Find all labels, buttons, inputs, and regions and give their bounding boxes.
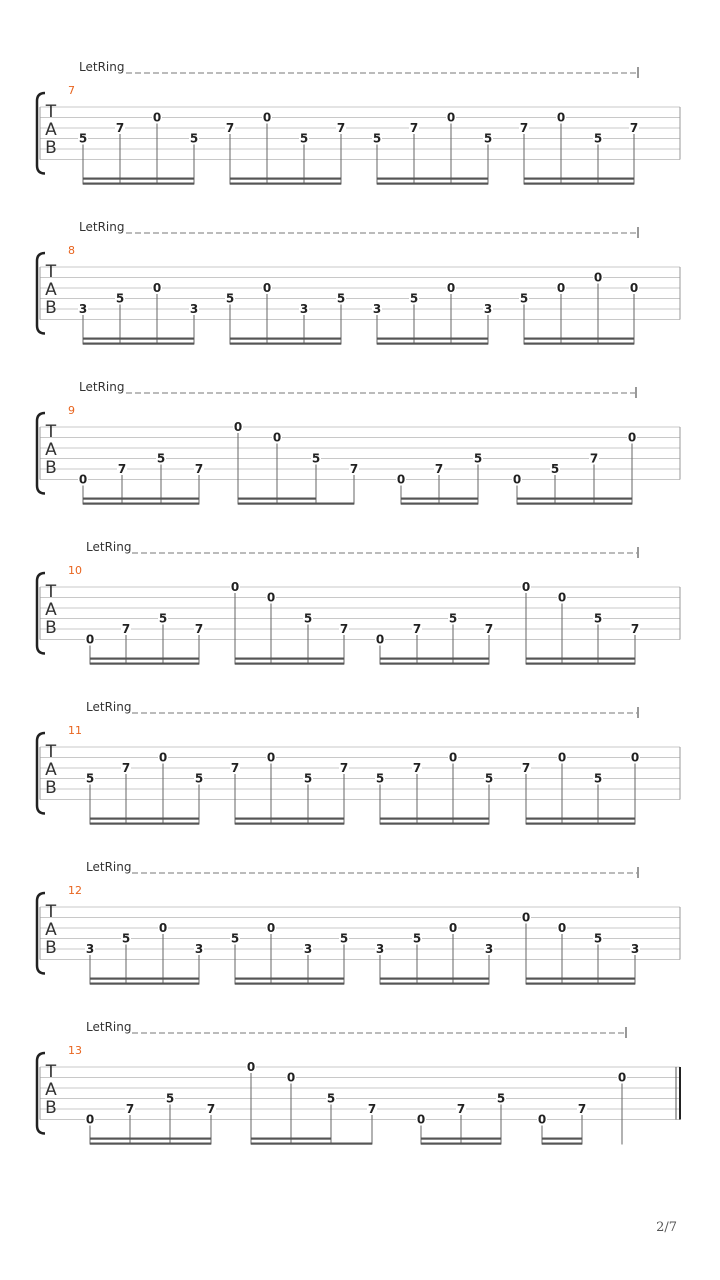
let-ring-label: LetRing bbox=[86, 700, 132, 714]
fret-number: 5 bbox=[189, 131, 199, 146]
fret-number: 7 bbox=[577, 1102, 587, 1116]
fret-number: 0 bbox=[630, 750, 640, 765]
beam-upper bbox=[524, 178, 634, 180]
fret-number: 0 bbox=[262, 281, 272, 295]
fret-number: 7 bbox=[225, 121, 235, 135]
fret-number: 3 bbox=[303, 942, 313, 956]
beam-lower bbox=[526, 823, 635, 825]
let-ring-label: LetRing bbox=[79, 220, 125, 234]
fret-number: 5 bbox=[78, 131, 88, 146]
fret-number: 3 bbox=[375, 942, 385, 956]
beam-lower bbox=[542, 1143, 582, 1145]
fret-number: 0 bbox=[152, 110, 162, 125]
tab-letter: B bbox=[45, 1098, 57, 1118]
fret-number: 7 bbox=[589, 451, 599, 466]
beam-upper bbox=[380, 658, 489, 660]
tab-letter: B bbox=[45, 778, 57, 798]
fret-number: 5 bbox=[336, 291, 346, 306]
beam-lower bbox=[90, 983, 199, 985]
fret-number: 3 bbox=[194, 942, 204, 956]
fret-number: 0 bbox=[557, 921, 567, 935]
fret-number: 0 bbox=[286, 1070, 296, 1085]
system-bracket bbox=[37, 413, 45, 494]
tab-letter: A bbox=[45, 600, 57, 620]
measure-number: 11 bbox=[68, 724, 82, 737]
fret-number: 7 bbox=[409, 121, 419, 135]
tab-letter: T bbox=[45, 102, 57, 122]
fret-number: 0 bbox=[85, 1112, 95, 1127]
fret-number: 0 bbox=[396, 472, 406, 487]
tab-letter: T bbox=[45, 902, 57, 922]
fret-number: 3 bbox=[484, 942, 494, 956]
tab-letter: A bbox=[45, 1080, 57, 1100]
fret-number: 7 bbox=[412, 761, 422, 775]
fret-number: 0 bbox=[158, 921, 168, 935]
beam-upper bbox=[526, 818, 635, 820]
system-bracket bbox=[37, 893, 45, 974]
measure-number: 13 bbox=[68, 1044, 82, 1057]
beam-upper bbox=[83, 178, 194, 180]
let-ring-label: LetRing bbox=[79, 380, 125, 394]
fret-number: 5 bbox=[299, 131, 309, 146]
beam-single bbox=[316, 503, 354, 505]
tab-letter: B bbox=[45, 298, 57, 318]
fret-number: 5 bbox=[326, 1091, 336, 1106]
tab-letter: T bbox=[45, 422, 57, 442]
fret-number: 3 bbox=[85, 942, 95, 956]
fret-number: 7 bbox=[194, 622, 204, 636]
fret-number: 0 bbox=[416, 1112, 426, 1127]
fret-number: 3 bbox=[189, 302, 199, 316]
beam-lower bbox=[526, 983, 635, 985]
system-bracket bbox=[37, 253, 45, 334]
beam-lower bbox=[230, 183, 341, 185]
beam-upper bbox=[517, 498, 632, 500]
beam-lower bbox=[235, 823, 344, 825]
fret-number: 0 bbox=[557, 750, 567, 765]
fret-number: 0 bbox=[446, 281, 456, 295]
beam-lower bbox=[524, 343, 634, 345]
fret-number: 0 bbox=[557, 590, 567, 605]
fret-number: 7 bbox=[434, 462, 444, 476]
fret-number: 0 bbox=[448, 750, 458, 765]
tab-letter: T bbox=[45, 262, 57, 282]
tab-letter: A bbox=[45, 280, 57, 300]
tab-letter: B bbox=[45, 458, 57, 478]
fret-number: 7 bbox=[456, 1102, 466, 1116]
beam-upper bbox=[526, 658, 635, 660]
beam-lower bbox=[90, 663, 199, 665]
beam-upper bbox=[251, 1138, 331, 1140]
fret-number: 5 bbox=[375, 771, 385, 786]
beam-lower bbox=[377, 343, 488, 345]
system-bracket bbox=[37, 93, 45, 174]
fret-number: 5 bbox=[194, 771, 204, 786]
fret-number: 3 bbox=[372, 302, 382, 316]
fret-number: 3 bbox=[630, 942, 640, 956]
fret-number: 7 bbox=[230, 761, 240, 775]
system-bracket bbox=[37, 573, 45, 654]
beam-lower bbox=[380, 823, 489, 825]
fret-number: 7 bbox=[125, 1102, 135, 1116]
fret-number: 3 bbox=[299, 302, 309, 316]
fret-number: 0 bbox=[266, 921, 276, 935]
beam-upper bbox=[90, 818, 199, 820]
beam-upper bbox=[83, 498, 199, 500]
fret-number: 5 bbox=[303, 771, 313, 786]
tab-letter: T bbox=[45, 1062, 57, 1082]
fret-number: 7 bbox=[121, 622, 131, 636]
fret-number: 5 bbox=[311, 451, 321, 466]
fret-number: 5 bbox=[483, 131, 493, 146]
fret-number: 5 bbox=[230, 931, 240, 946]
beam-lower bbox=[83, 343, 194, 345]
beam-lower bbox=[83, 183, 194, 185]
fret-number: 5 bbox=[593, 931, 603, 946]
fret-number: 5 bbox=[85, 771, 95, 786]
beam-upper bbox=[230, 178, 341, 180]
fret-number: 5 bbox=[473, 451, 483, 466]
beam-lower bbox=[517, 503, 632, 505]
beam-upper bbox=[542, 1138, 582, 1140]
let-ring-label: LetRing bbox=[86, 1020, 132, 1034]
let-ring-label: LetRing bbox=[86, 540, 132, 554]
beam-upper bbox=[235, 818, 344, 820]
fret-number: 5 bbox=[225, 291, 235, 306]
measure-number: 9 bbox=[68, 404, 75, 417]
beam-upper bbox=[524, 338, 634, 340]
fret-number: 7 bbox=[206, 1102, 216, 1116]
fret-number: 3 bbox=[483, 302, 493, 316]
beam-lower bbox=[238, 503, 316, 505]
fret-number: 7 bbox=[339, 622, 349, 636]
beam-lower bbox=[524, 183, 634, 185]
let-ring-label: LetRing bbox=[86, 860, 132, 874]
fret-number: 0 bbox=[78, 472, 88, 487]
fret-number: 7 bbox=[367, 1102, 377, 1116]
beam-upper bbox=[421, 1138, 501, 1140]
beam-upper bbox=[230, 338, 341, 340]
tab-letter: A bbox=[45, 440, 57, 460]
tab-letter: B bbox=[45, 618, 57, 638]
fret-number: 5 bbox=[115, 291, 125, 306]
fret-number: 5 bbox=[593, 131, 603, 146]
measure-number: 8 bbox=[68, 244, 75, 257]
beam-lower bbox=[380, 663, 489, 665]
tab-letter: T bbox=[45, 742, 57, 762]
fret-number: 0 bbox=[448, 921, 458, 935]
fret-number: 7 bbox=[519, 121, 529, 135]
beam-upper bbox=[526, 978, 635, 980]
fret-number: 5 bbox=[412, 931, 422, 946]
beam-upper bbox=[401, 498, 478, 500]
beam-lower bbox=[90, 823, 199, 825]
fret-number: 0 bbox=[627, 430, 637, 445]
fret-number: 5 bbox=[165, 1091, 175, 1106]
beam-lower bbox=[235, 663, 344, 665]
fret-number: 0 bbox=[85, 632, 95, 647]
fret-number: 7 bbox=[629, 121, 639, 135]
beam-lower bbox=[230, 343, 341, 345]
beam-upper bbox=[377, 178, 488, 180]
fret-number: 0 bbox=[446, 110, 456, 125]
beam-upper bbox=[235, 658, 344, 660]
fret-number: 0 bbox=[152, 281, 162, 295]
tab-letter: B bbox=[45, 138, 57, 158]
fret-number: 5 bbox=[158, 611, 168, 626]
beam-lower bbox=[380, 983, 489, 985]
fret-number: 3 bbox=[78, 302, 88, 316]
fret-number: 7 bbox=[412, 622, 422, 636]
fret-number: 7 bbox=[630, 622, 640, 636]
fret-number: 5 bbox=[372, 131, 382, 146]
fret-number: 7 bbox=[115, 121, 125, 135]
fret-number: 5 bbox=[519, 291, 529, 306]
fret-number: 0 bbox=[521, 910, 531, 925]
fret-number: 5 bbox=[496, 1091, 506, 1106]
beam-upper bbox=[380, 978, 489, 980]
measure-number: 7 bbox=[68, 84, 75, 97]
fret-number: 0 bbox=[512, 472, 522, 487]
measure-number: 12 bbox=[68, 884, 82, 897]
fret-number: 0 bbox=[556, 110, 566, 125]
beam-lower bbox=[421, 1143, 501, 1145]
fret-number: 5 bbox=[593, 611, 603, 626]
beam-lower bbox=[251, 1143, 331, 1145]
beam-lower bbox=[83, 503, 199, 505]
fret-number: 7 bbox=[117, 462, 127, 476]
beam-upper bbox=[83, 338, 194, 340]
beam-single bbox=[331, 1143, 372, 1145]
beam-upper bbox=[90, 978, 199, 980]
beam-upper bbox=[377, 338, 488, 340]
fret-number: 0 bbox=[537, 1112, 547, 1127]
fret-number: 0 bbox=[375, 632, 385, 647]
fret-number: 0 bbox=[521, 580, 531, 594]
fret-number: 5 bbox=[303, 611, 313, 626]
fret-number: 5 bbox=[339, 931, 349, 946]
fret-number: 0 bbox=[593, 270, 603, 285]
fret-number: 7 bbox=[336, 121, 346, 135]
fret-number: 0 bbox=[158, 750, 168, 765]
fret-number: 5 bbox=[121, 931, 131, 946]
fret-number: 0 bbox=[617, 1070, 627, 1085]
tab-letter: A bbox=[45, 760, 57, 780]
tab-letter: T bbox=[45, 582, 57, 602]
tab-letter: B bbox=[45, 938, 57, 958]
fret-number: 0 bbox=[246, 1060, 256, 1074]
fret-number: 0 bbox=[556, 281, 566, 295]
fret-number: 7 bbox=[121, 761, 131, 775]
tab-letter: A bbox=[45, 120, 57, 140]
beam-upper bbox=[90, 658, 199, 660]
tab-letter: A bbox=[45, 920, 57, 940]
fret-number: 0 bbox=[262, 110, 272, 125]
let-ring-label: LetRing bbox=[79, 60, 125, 74]
fret-number: 7 bbox=[349, 462, 359, 476]
beam-lower bbox=[235, 983, 344, 985]
beam-upper bbox=[238, 498, 316, 500]
fret-number: 7 bbox=[194, 462, 204, 476]
beam-lower bbox=[401, 503, 478, 505]
beam-upper bbox=[380, 818, 489, 820]
fret-number: 0 bbox=[230, 580, 240, 594]
fret-number: 7 bbox=[339, 761, 349, 775]
fret-number: 7 bbox=[484, 622, 494, 636]
fret-number: 0 bbox=[266, 590, 276, 605]
measure-number: 10 bbox=[68, 564, 82, 577]
beam-lower bbox=[526, 663, 635, 665]
system-bracket bbox=[37, 733, 45, 814]
fret-number: 0 bbox=[266, 750, 276, 765]
fret-number: 0 bbox=[272, 430, 282, 445]
fret-number: 5 bbox=[484, 771, 494, 786]
fret-number: 0 bbox=[233, 420, 243, 434]
system-bracket bbox=[37, 1053, 45, 1134]
beam-upper bbox=[235, 978, 344, 980]
fret-number: 0 bbox=[629, 281, 639, 295]
fret-number: 5 bbox=[156, 451, 166, 466]
page-number: 2/7 bbox=[656, 1220, 677, 1235]
beam-lower bbox=[90, 1143, 211, 1145]
fret-number: 7 bbox=[521, 761, 531, 775]
fret-number: 5 bbox=[550, 462, 560, 476]
fret-number: 5 bbox=[409, 291, 419, 306]
fret-number: 5 bbox=[448, 611, 458, 626]
beam-upper bbox=[90, 1138, 211, 1140]
beam-lower bbox=[377, 183, 488, 185]
fret-number: 5 bbox=[593, 771, 603, 786]
